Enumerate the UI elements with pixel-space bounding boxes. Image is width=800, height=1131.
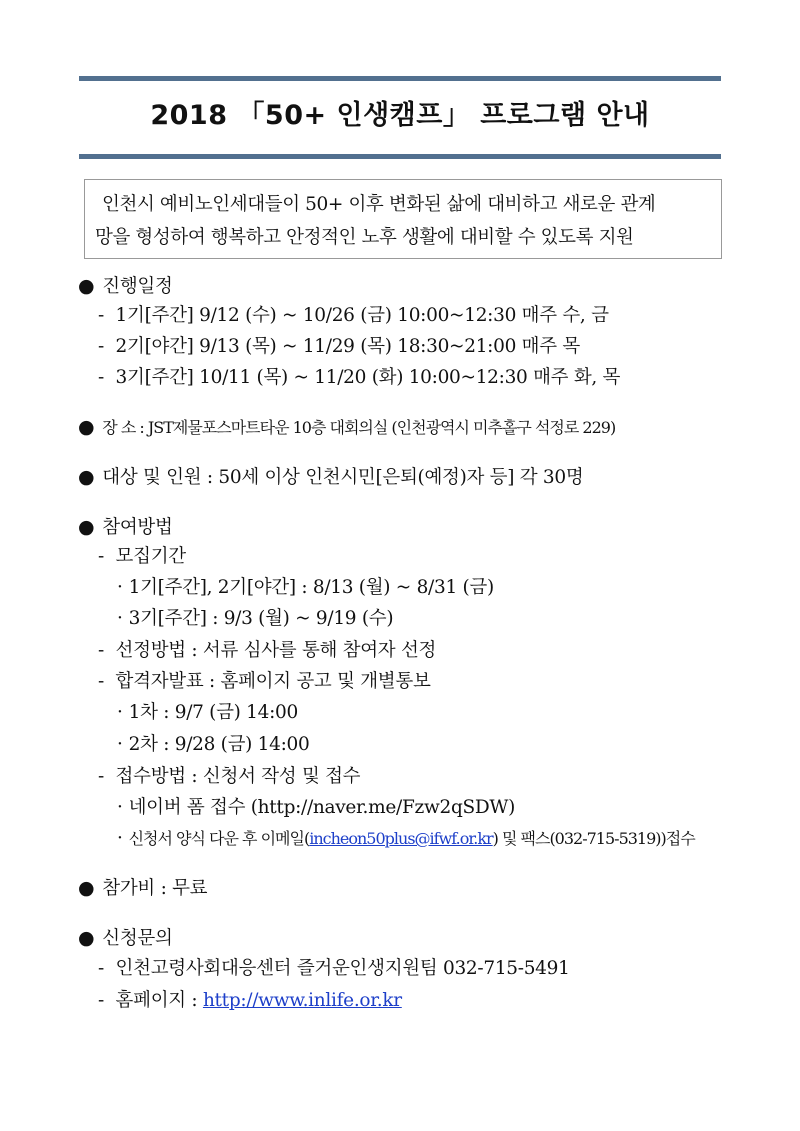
intro-line-2: 망을 형성하여 행복하고 안정적인 노후 생활에 대비할 수 있도록 지원 [95, 227, 634, 248]
method-heading: ● 참여방법 [78, 516, 173, 538]
inquiry-heading: ● 신청문의 [78, 927, 173, 949]
intro-box [84, 179, 722, 259]
recruit-item-1: · 1기[주간], 2기[야간] : 8/13 (월) ~ 8/31 (금) [117, 577, 494, 598]
dash-icon: - [98, 336, 104, 357]
announce-item-1: · 1차 : 9/7 (금) 14:00 [117, 702, 298, 723]
inquiry-homepage: - 홈페이지 : http://www.inlife.or.kr [98, 990, 402, 1011]
apply-naver: · 네이버 폼 접수 (http://naver.me/Fzw2qSDW) [117, 797, 516, 818]
dash-icon: - [98, 546, 104, 567]
dot-icon: · [117, 702, 123, 723]
dash-icon: - [98, 958, 104, 979]
page-title: 2018 「50+ 인생캠프」 프로그램 안내 [150, 100, 650, 131]
dash-icon: - [98, 990, 104, 1011]
dot-icon: · [117, 828, 123, 849]
announce-item-2: · 2차 : 9/28 (금) 14:00 [117, 734, 310, 755]
bullet-icon: ● [78, 516, 95, 538]
apply-email: · 신청서 양식 다운 후 이메일(incheon50plus@ifwf.or.kr) 및 팩스(032-715-5319))접수 [117, 828, 695, 849]
bullet-icon: ● [78, 927, 95, 949]
dash-icon: - [98, 671, 104, 692]
recruit-label: - 모집기간 [98, 546, 186, 567]
bullet-icon: ● [78, 416, 95, 438]
email-link[interactable]: incheon50plus@ifwf.or.kr [309, 829, 493, 848]
dot-icon: · [117, 608, 123, 629]
intro-line-1: 인천시 예비노인세대들이 50+ 이후 변화된 삶에 대비하고 새로운 관계 [102, 194, 656, 215]
top-rule [79, 76, 721, 81]
place-line: ● 장 소 : JST제물포스마트타운 10층 대회의실 (인천광역시 미추홀구 석정로 229) [78, 416, 616, 438]
dash-icon: - [98, 367, 104, 388]
recruit-item-2: · 3기[주간] : 9/3 (월) ~ 9/19 (수) [117, 608, 394, 629]
schedule-item-2: - 2기[야간] 9/13 (목) ~ 11/29 (목) 18:30~21:00 매주 목 [98, 336, 580, 357]
dot-icon: · [117, 797, 123, 818]
bullet-icon: ● [78, 275, 95, 297]
inquiry-contact: - 인천고령사회대응센터 즐거운인생지원팀 032-715-5491 [98, 958, 570, 979]
dot-icon: · [117, 734, 123, 755]
schedule-item-1: - 1기[주간] 9/12 (수) ~ 10/26 (금) 10:00~12:30 매주 수, 금 [98, 305, 609, 326]
fee-line: ● 참가비 : 무료 [78, 877, 208, 899]
target-line: ● 대상 및 인원 : 50세 이상 인천시민[은퇴(예정)자 등] 각 30명 [78, 466, 584, 488]
bullet-icon: ● [78, 466, 95, 488]
dash-icon: - [98, 305, 104, 326]
bullet-icon: ● [78, 877, 95, 899]
schedule-item-3: - 3기[주간] 10/11 (목) ~ 11/20 (화) 10:00~12:30 매주 화, 목 [98, 367, 621, 388]
schedule-heading: ● 진행일정 [78, 275, 173, 297]
dash-icon: - [98, 640, 104, 661]
apply-label: - 접수방법 : 신청서 작성 및 접수 [98, 766, 361, 787]
dot-icon: · [117, 577, 123, 598]
bottom-rule [79, 154, 721, 159]
announce-label: - 합격자발표 : 홈페이지 공고 및 개별통보 [98, 671, 431, 692]
homepage-link[interactable]: http://www.inlife.or.kr [202, 990, 402, 1011]
dash-icon: - [98, 766, 104, 787]
selection-line: - 선정방법 : 서류 심사를 통해 참여자 선정 [98, 640, 437, 661]
